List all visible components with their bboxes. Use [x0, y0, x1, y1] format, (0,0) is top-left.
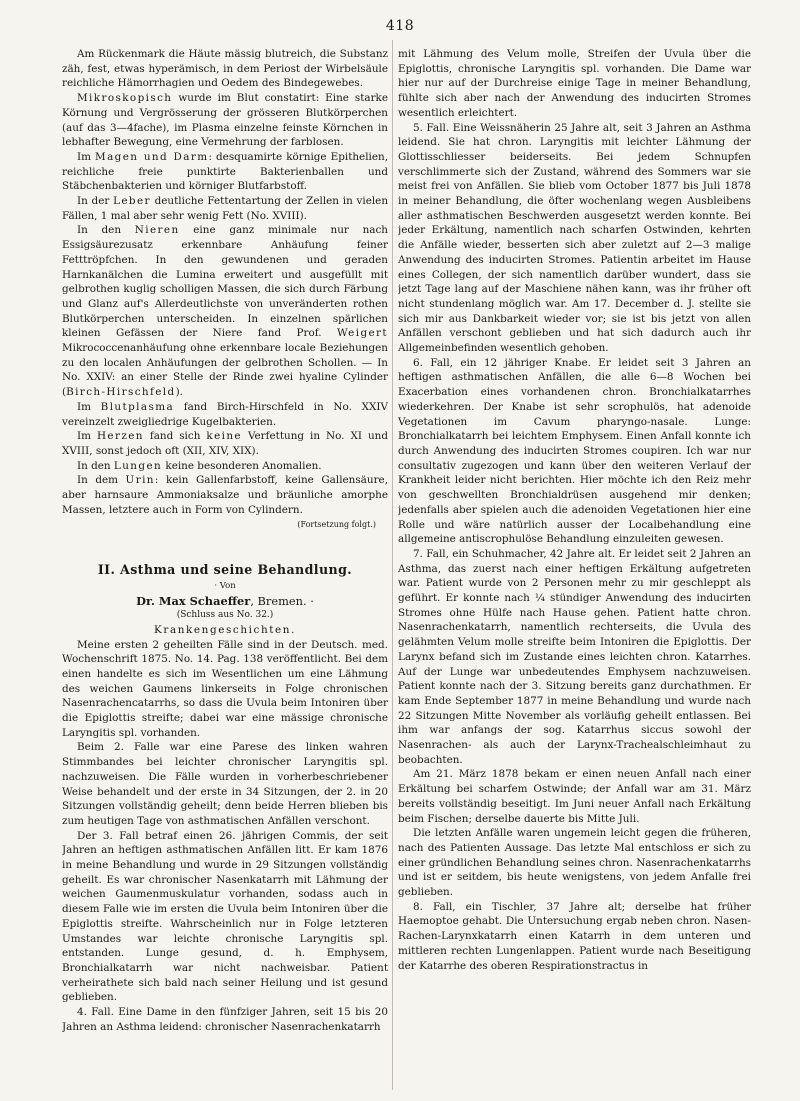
author-name: Dr. Max Schaeffer: [136, 593, 251, 608]
paragraph-blutplasma: [62, 400, 388, 429]
section-spacer: [62, 531, 388, 561]
author-line: [62, 593, 388, 609]
series-note: (Schluss aus No. 32.): [176, 609, 274, 620]
text-prefix: Im: [77, 430, 97, 443]
text-herzen: Verfettung in No. XI und XVIII, sonst jedoch oft (XII, XIV, XIX).: [62, 430, 388, 457]
term-mikroskopisch: Mikroskopisch: [77, 92, 173, 105]
right-paragraph-5: Am 21. März 1878 bekam er einen neuen Anfall nach einer Erkältung bei scharfem Ostwinde; der Anfall war am 31. März bereits vollständig beseitigt. Im Juni neuer Anfall nach Erkältung beim Fischen; derselbe dauerte bis Mitte Juli.: [398, 768, 751, 825]
section-title: II. Asthma und seine Behandlung.: [97, 561, 353, 577]
right-paragraph-6: Die letzten Anfälle waren ungemein leicht gegen die früheren, nach des Patienten Aussage. Das letzte Mal entschloss er sich zu einer gründlichen Behandlung seines chron. Nasenrachenkatarrhs und ist er seitdem, bis heute wenigstens, von jedem Anfalle frei geblieben.: [398, 827, 751, 899]
text-mikroskopisch: wurde im Blut constatirt: Eine starke Körnung und Vergrösserung der grösseren Blutkörperchen (auf das 3—4fache), im Plasma einzelne feinste Körnchen in lebhafter Bewegung, eine Vermehrung der farblosen.: [62, 92, 388, 149]
term-herzen: Herzen: [96, 430, 144, 443]
text-prefix: Im: [77, 150, 96, 163]
text-prefix: In dem: [77, 474, 126, 487]
text-nieren-b: Mikrococcenanhäufung ohne erkennbare locale Beziehungen zu den localen Anhäufungen der gelbrothen Schollen. — In No. XXIV: an einer Stelle der Rinde zwei hyaline Cylinder (: [62, 342, 388, 399]
text-urin: : kein Gallenfarbstoff, keine Gallensäure, aber harnsaure Ammoniaksalze und bräunliche amorphe Massen, letztere auch in Form von Cylindern.: [62, 474, 388, 516]
right-paragraph-7: 8. Fall, ein Tischler, 37 Jahre alt; derselbe hat früher Haemoptoe gehabt. Die Untersuchung ergab neben chron. Nasen-Rachen-Larynxkatarrh einen Katarrh in dem unteren und mittleren rechten Lungenlappen. Patient wurde nach Beseitigung der Katarrhe des oberen Respirationstractus in: [398, 900, 751, 972]
continuation-note: (Fortsetzung folgt.): [297, 519, 376, 529]
case-paragraph-2: Beim 2. Falle war eine Parese des linken wahren Stimmbandes bei leichter chronischer Laryngitis spl. nachzuweisen. Die Fälle wurden in vorherbeschriebener Weise behandelt und der erste in 34 Sitzungen, der 2. in 20 Sitzungen vollständig geheilt; denn beide Herren blieben bis zum heutigen Tage von asthmatischen Anfällen verschont.: [62, 741, 388, 827]
text-herzen-mid: fand sich: [143, 430, 207, 443]
term-keine: keine: [206, 430, 242, 443]
paragraph-nieren: [62, 223, 388, 399]
text-leber: deutliche Fettentartung der Zellen in vielen Fällen, 1 mal aber sehr wenig Fett (No. XVIII).: [62, 195, 388, 222]
right-paragraph-1: mit Lähmung des Velum molle, Streifen der Uvula über die Epiglottis, chronische Laryngitis spl. vorhanden. Die Dame war hier nur auf der Durchreise einige Tage in meiner Behandlung, fühlte sich aber nach der Anwendung des inducirten Stromes wesentlich erleichtert.: [398, 48, 751, 119]
paragraph-urin: [62, 473, 388, 517]
author-place: , Bremen. ·: [250, 593, 314, 608]
paragraph-leber: [62, 194, 388, 223]
text-prefix: In der: [77, 195, 114, 208]
right-paragraph-2: 5. Fall. Eine Weissnäherin 25 Jahre alt, seit 3 Jahren an Asthma leidend. Sie hat chron. Laryngitis mit leichter Lähmung der Glottisschliesser beiderseits. Bei jedem Schnupfen verschlimmerte sich der Zustand, während des Sommers war sie meist frei von Anfällen. Sie blieb vom October 1877 bis Juli 1878 in meiner Behandlung, die öfter wochenlang wegen Ausbleibens aller asthmatischen Beschwerden ausgesetzt werden konnte. Bei jeder Erkältung, namentlich nach scharfen Ostwinden, kehrten die Anfälle wieder, besserten sich aber zuletzt auf 2—3 malige Anwendung des inducirten Stromes. Patientin arbeitet im Hause eines Collegen, der sich namentlich darüber wundert, dass sie jetzt Tage lang auf der Maschiene nähen kann, was ihr früher oft nicht stundenlang möglich war. Am 17. December d. J. stellte sie sich mir aus Dankbarkeit wieder vor; sie ist bis jetzt von allen Anfällen verschont geblieben und hat sich dadurch auch ihr Allgemeinbefinden wesentlich gehoben.: [398, 121, 751, 355]
left-column: [62, 47, 388, 1087]
text-nieren-c: ).: [175, 386, 183, 399]
page-number: 418: [385, 18, 415, 34]
text-prefix: In den: [77, 224, 135, 237]
text-blutplasma: fand Birch-Hirschfeld in No. XXIV vereinzelt zweigliedrige Kugelbakterien.: [62, 400, 388, 428]
term-nieren: Nieren: [134, 224, 180, 237]
by-label: · Von: [214, 580, 236, 591]
column-divider: [392, 40, 393, 1090]
text-prefix: In den: [77, 459, 114, 472]
term-magen-darm: Magen und Darm: [95, 150, 209, 163]
right-paragraph-4: 7. Fall, ein Schuhmacher, 42 Jahre alt. Er leidet seit 2 Jahren an Asthma, das zuerst nach einer heftigen Erkältung aufgetreten war. Patient wurde von 2 Personen mehr zu mir geschleppt als geführt. Er konnte nach ¼ stündiger Anwendung des inducirten Stromes ohne Hülfe nach Hause gehen. Patient hatte chron. Nasenrachenkatarrh, namentlich rechterseits, die Uvula des gelähmten Velum molle streifte beim Intoniren die Epiglottis. Der Larynx befand sich im Zustande eines leichten chron. Katarrhes. Auf der Lunge war unbedeutendes Emphysem nachzuweisen. Patient konnte nach der 3. Sitzung bereits ganz durchathmen. Er kam Ende September 1877 in meine Behandlung und wurde nach 22 Sitzungen Mitte November als vorläufig geheilt entlassen. Bei ihm war anfangs der sog. Katarrhus siccus sowohl der Nasenrachen- als auch der Larynx-Trachealschleimhaut zu beobachten.: [398, 547, 751, 766]
name-birch-hirschfeld: Birch-Hirschfeld: [66, 386, 176, 399]
paragraph-rueckenmark: Am Rückenmark die Häute mässig blutreich, die Substanz zäh, fest, etwas hyperämisch, in dem Periost der Wirbelsäule reichliche Hämorrhagien und Oedem des Bindegewebes.: [62, 48, 388, 90]
text-nieren-a: eine ganz minimale nur nach Essigsäurezusatz erkennbare Anhäufung feiner Fetttröpfchen. In den gewundenen und geraden Harnkanälchen die Lumina erweitert und ausgefüllt mit gelbrothen kuglig scholligen Massen, die sich durch Färbung und Glanz auf's Allerdeutlichste von unveränderten rothen Blutkörperchen unterscheiden. In einzelnen spärlichen kleinen Gefässen der Niere fand Prof.: [62, 224, 388, 340]
paragraph-mikroskopisch: [62, 91, 388, 150]
paragraph-herzen: [62, 429, 388, 458]
right-column: [398, 47, 751, 1087]
subheading: Krankengeschichten.: [154, 623, 296, 636]
name-weigert: Weigert: [336, 327, 388, 340]
case-paragraph-3: Der 3. Fall betraf einen 26. jährigen Commis, der seit Jahren an heftigen asthmatischen Anfällen litt. Er kam 1876 in meine Behandlung und wurde in 29 Sitzungen vollständig geheilt. Es war chronischer Nasenkatarrh mit Lähmung der weichen Gaumenmuskulatur vorhanden, sodass auch in diesem Falle wie im ersten die Uvula beim Intoniren über die Epiglottis streifte. Wahrscheinlich nur in Folge letzteren Umstandes war leichte chronische Laryngitis spl. entstanden. Lunge gesund, d. h. Emphysem, Bronchialkatarrh war nicht nachweisbar. Patient verheirathete sich bald nach seiner Heilung und ist gesund geblieben.: [62, 829, 388, 1004]
term-leber: Leber: [113, 195, 151, 208]
paragraph-lungen: [62, 459, 388, 474]
right-paragraph-3: 6. Fall, ein 12 jähriger Knabe. Er leidet seit 3 Jahren an heftigen asthmatischen Anfällen, die alle 6—8 Wochen bei Exacerbation eines vorhandenen chron. Bronchialkatarrhes wiederkehren. Der Knabe ist sehr scrophulös, hat adenoide Vegetationen im Cavum pharyngo-nasale. Lunge: Bronchialkatarrh bei leichtem Emphysem. Einen Anfall konnte ich durch Anwendung des inducirten Stromes coupiren. Ich war nur consultativ zugezogen und kann über den weiteren Verlauf der Krankheit leider nicht berichten. Hier möchte ich den Reiz mehr von geschwellten Bronchialdrüsen ausgehend mir denken; jedenfalls aber spielen auch die adenoiden Vegetationen hier eine Rolle und wäre natürlich ausser der Localbehandlung eine allgemeine antiscrophulöse Behandlung einzuleiten gewesen.: [398, 356, 751, 546]
paragraph-magen-darm: [62, 150, 388, 194]
text-magen-darm: : desquamirte körnige Epithelien, reichliche freie punktirte Bakterienballen und Stäbchenbakterien und körniger Blutfarbstoff.: [62, 150, 388, 193]
case-paragraph-4: 4. Fall. Eine Dame in den fünfziger Jahren, seit 15 bis 20 Jahren an Asthma leidend: chronischer Nasenrachenkatarrh: [62, 1006, 388, 1033]
term-urin: Urin: [125, 474, 155, 487]
term-blutplasma: Blutplasma: [100, 400, 175, 413]
case-paragraph-1: Meine ersten 2 geheilten Fälle sind in der Deutsch. med. Wochenschrift 1875. No. 14. Pag. 138 veröffentlicht. Bei dem einen handelte es sich im Wesentlichen um eine Lähmung des weichen Gaumens linkerseits in Folge chronischen Nasenrachencatarrhs, so dass die Uvula beim Intoniren über die Epiglottis streifte; dabei war eine mässige chronische Laryngitis spl. vorhanden.: [62, 638, 388, 739]
text-prefix: Im: [77, 400, 101, 413]
text-lungen: keine besonderen Anomalien.: [162, 459, 322, 472]
term-lungen: Lungen: [113, 459, 163, 472]
